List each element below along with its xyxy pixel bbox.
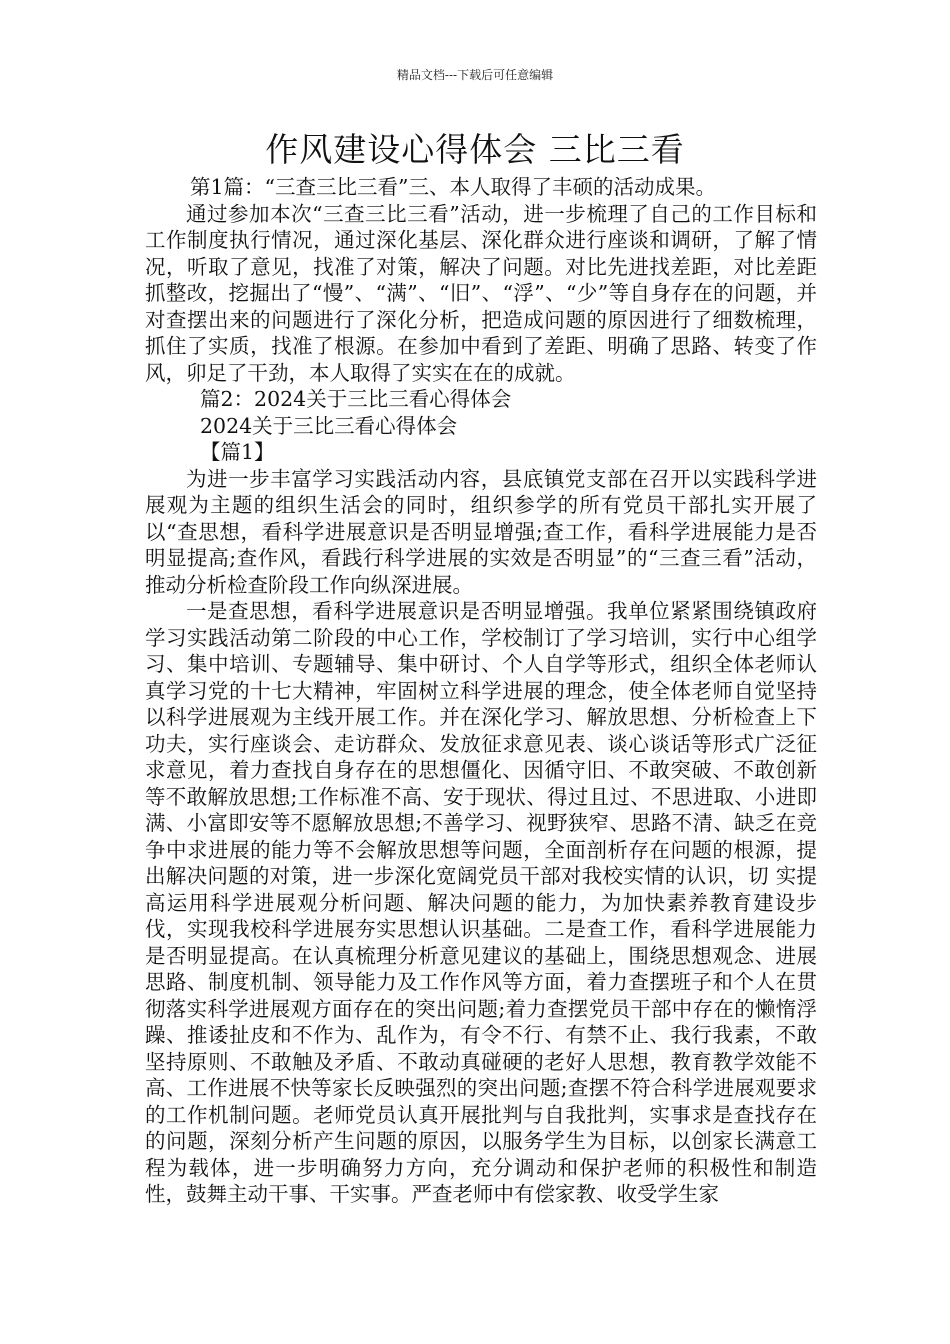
paragraph-section-1-body: 通过参加本次“三查三比三看”活动，进一步梳理了自己的工作目标和工作制度执行情况，通过深化基层、深化群众进行座谈和调研，了解了情况，听取了意见，找准了对策，解决了问题。对比先进找差距，对比差距抓整改，挖掘出了“慢”、“满”、“旧”、“浮”、“少”等自身存在的问题，并对查摆出来的问题进行了深化分析，把造成问题的原因进行了细数梳理，抓住了实质，找准了根源。在参加中看到了差距、明确了思路、转变了作风，卯足了干劲，本人取得了实实在在的成就。 [145, 201, 817, 385]
paragraph-part-1-label: 【篇1】 [200, 440, 275, 464]
paragraph-intro: 为进一步丰富学习实践活动内容，县底镇党支部在召开以实践科学进展观为主题的组织生活会的同时，组织参学的所有党员干部扎实开展了以“查思想，看科学进展意识是否明显增强;查工作，看科学进展能力是否明显提高;查作风，看践行科学进展的实效是否明显”的“三查三看”活动，推动分析检查阶段工作向纵深进展。 [145, 466, 817, 597]
document-body [145, 174, 817, 1208]
paragraph-main: 一是查思想，看科学进展意识是否明显增强。我单位紧紧围绕镇政府学习实践活动第二阶段的中心工作，学校制订了学习培训，实行中心组学习、集中培训、专题辅导、集中研讨、个人自学等形式，组织全体老师认真学习党的十七大精神，牢固树立科学进展的理念，使全体老师自觉坚持以科学进展观为主线开展工作。并在深化学习、解放思想、分析检查上下功夫，实行座谈会、走访群众、发放征求意见表、谈心谈话等形式广泛征求意见，着力查找自身存在的思想僵化、因循守旧、不敢突破、不敢创新等不敢解放思想;工作标准不高、安于现状、得过且过、不思进取、小进即满、小富即安等不愿解放思想;不善学习、视野狭窄、思路不清、缺乏在竞争中求进展的能力等不会解放思想等问题，全面剖析存在问题的根源，提出解决问题的对策，进一步深化宽阔党员干部对我校实情的认识，切 实提高运用科学进展观分析问题、解决问题的能力，为加快素养教育建设步伐，实现我校科学进展夯实思想认识基础。二是查工作，看科学进展能力是否明显提高。在认真梳理分析意见建议的基础上，围绕思想观念、进展思路、制度机制、领导能力及工作作风等方面，着力查摆班子和个人在贯彻落实科学进展观方面存在的突出问题;着力查摆党员干部中存在的懒惰浮躁、推诿扯皮和不作为、乱作为，有令不行、有禁不止、我行我素，不敢坚持原则、不敢触及矛盾、不敢动真碰硬的老好人思想，教育教学效能不高、工作进展不快等家长反映强烈的突出问题;查摆不符合科学进展观要求的工作机制问题。老师党员认真开展批判与自我批判，实事求是查找存在的问题，深刻分析产生问题的原因，以服务学生为目标，以创家长满意工程为载体，进一步明确努力方向，充分调动和保护老师的积极性和制造性，鼓舞主动干事、干实事。严查老师中有偿家教、收受学生家 [145, 599, 817, 1206]
paragraph-section-1-heading: 第1篇：“三查三比三看”三、本人取得了丰硕的活动成果。 [190, 175, 717, 199]
paragraph-section-2-heading: 篇2：2024关于三比三看心得体会 [200, 387, 512, 411]
document-title: 作风建设心得体会 三比三看 [265, 130, 685, 169]
paragraph-section-2-subtitle: 2024关于三比三看心得体会 [200, 413, 458, 438]
page-header: 精品文档---下载后可任意编辑 [396, 68, 554, 82]
